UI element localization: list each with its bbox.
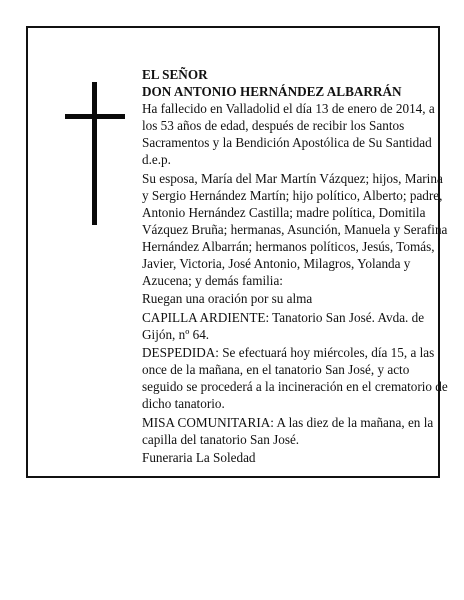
mass-info: MISA COMUNITARIA: A las diez de la mañana, en la capilla del tanatorio San José. bbox=[142, 414, 434, 447]
chapel-info: CAPILLA ARDIENTE: Tanatorio San José. Avda. de Gijón, nº 64. bbox=[142, 309, 425, 342]
death-announcement: Ha fallecido en Valladolid el día 13 de enero de 2014, a los 53 años de edad, después de recibir los Santos Sacramentos y la Bendición Apostólica de Su Santidad d.e.p. bbox=[142, 101, 435, 167]
prayer-request: Ruegan una oración por su alma bbox=[142, 291, 313, 306]
obituary-frame bbox=[26, 26, 448, 478]
funeral-home: Funeraria La Soledad bbox=[142, 450, 256, 465]
cross-icon-arm bbox=[65, 114, 125, 119]
family-list: Su esposa, María del Mar Martín Vázquez; hijos, Marina y Sergio Hernández Martín; hijo político, Alberto; padre, Antonio Hernández Castilla; madre política, Domitila Vázquez Bruña; hermanas, Asunción, Manuela y Serafina Hernández Albarrán; hermanos políticos, Jesús, Tomás, Javier, Victoria, José Antonio, Milagros, Yolanda y Azucena; y demás familia: bbox=[142, 170, 448, 288]
obituary-text bbox=[142, 66, 452, 468]
title-line-1: EL SEÑOR bbox=[142, 67, 208, 82]
deceased-name: DON ANTONIO HERNÁNDEZ ALBARRÁN bbox=[142, 84, 402, 99]
farewell-info: DESPEDIDA: Se efectuará hoy miércoles, día 15, a las once de la mañana, en el tanatorio San José, y acto seguido se procederá a la incineración en el crematorio de dicho tanatorio. bbox=[142, 345, 448, 411]
cross-icon bbox=[92, 82, 97, 225]
